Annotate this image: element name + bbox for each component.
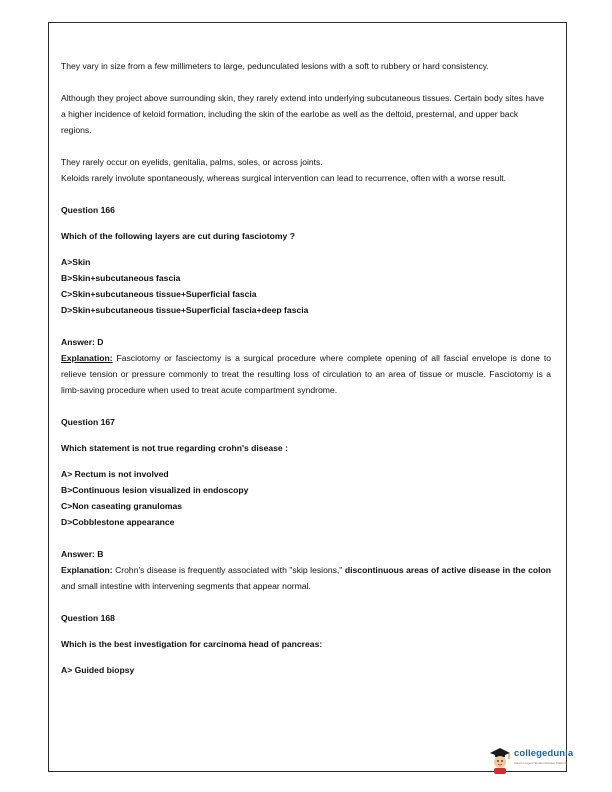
- intro-paragraph-3a: They rarely occur on eyelids, genitalia, palms, soles, or across joints.: [61, 157, 323, 167]
- q167-option-a: A> Rectum is not involved: [61, 469, 169, 479]
- q167-answer: Answer: B: [61, 549, 104, 559]
- question-166-text: Which of the following layers are cut during fasciotomy ?: [61, 231, 295, 241]
- q166-option-d: D>Skin+subcutaneous tissue+Superficial fascia+deep fascia: [61, 305, 309, 315]
- question-168-text: Which is the best investigation for carcinoma head of pancreas:: [61, 639, 323, 649]
- q166-explanation-text: Fasciotomy or fasciectomy is a surgical procedure where complete opening of all fascial envelope is done to relieve tension or pressure commonly to treat the resulting loss of circulation to an area of tissue or muscle. Fasciotomy is a limb-saving procedure when used to treat acute compartment syndrome.: [61, 353, 551, 395]
- q166-answer: Answer: D: [61, 337, 104, 347]
- q168-option-a: A> Guided biopsy: [61, 665, 135, 675]
- question-168-heading: Question 168: [61, 613, 115, 623]
- question-167-heading: Question 167: [61, 417, 115, 427]
- q166-explanation: [61, 350, 551, 398]
- q166-option-b: B>Skin+subcutaneous fascia: [61, 273, 181, 283]
- intro-paragraph-3b: Keloids rarely involute spontaneously, whereas surgical intervention can lead to recurrence, often with a worse result.: [61, 173, 507, 183]
- q167-explanation-text-1: Crohn's disease is frequently associated with "skip lesions,": [112, 565, 345, 575]
- q167-explanation-label: Explanation:: [61, 565, 113, 575]
- q167-explanation: [61, 562, 551, 594]
- intro-paragraph-2: Although they project above surrounding skin, they rarely extend into underlying subcutaneous tissues. Certain body sites have a higher incidence of keloid formation, including the skin of the earlobe as well as the deltoid, presternal, and upper back regions.: [61, 93, 544, 135]
- q167-option-c: C>Non caseating granulomas: [61, 501, 183, 511]
- q167-option-d: D>Cobblestone appearance: [61, 517, 175, 527]
- q167-explanation-bold: discontinuous areas of active disease in the colon: [344, 565, 551, 575]
- logo-name: collegedunia: [514, 748, 574, 759]
- question-167-text: Which statement is not true regarding crohn's disease :: [61, 443, 288, 453]
- question-166-heading: Question 166: [61, 205, 115, 215]
- q166-option-c: C>Skin+subcutaneous tissue+Superficial fascia: [61, 289, 257, 299]
- q167-option-b: B>Continuous lesion visualized in endoscopy: [61, 485, 249, 495]
- intro-paragraph-1: They vary in size from a few millimeters to large, pedunculated lesions with a soft to rubbery or hard consistency.: [61, 61, 489, 71]
- q167-explanation-text-2: and small intestine with intervening segments that appear normal.: [61, 581, 311, 591]
- collegedunia-logo: [488, 744, 574, 778]
- q166-option-a: A>Skin: [61, 257, 91, 267]
- document-content: [61, 58, 551, 678]
- q166-explanation-label: Explanation:: [61, 353, 113, 363]
- logo-tagline: India's Largest Student Review Platform: [514, 761, 568, 765]
- mascot-icon: [488, 744, 512, 774]
